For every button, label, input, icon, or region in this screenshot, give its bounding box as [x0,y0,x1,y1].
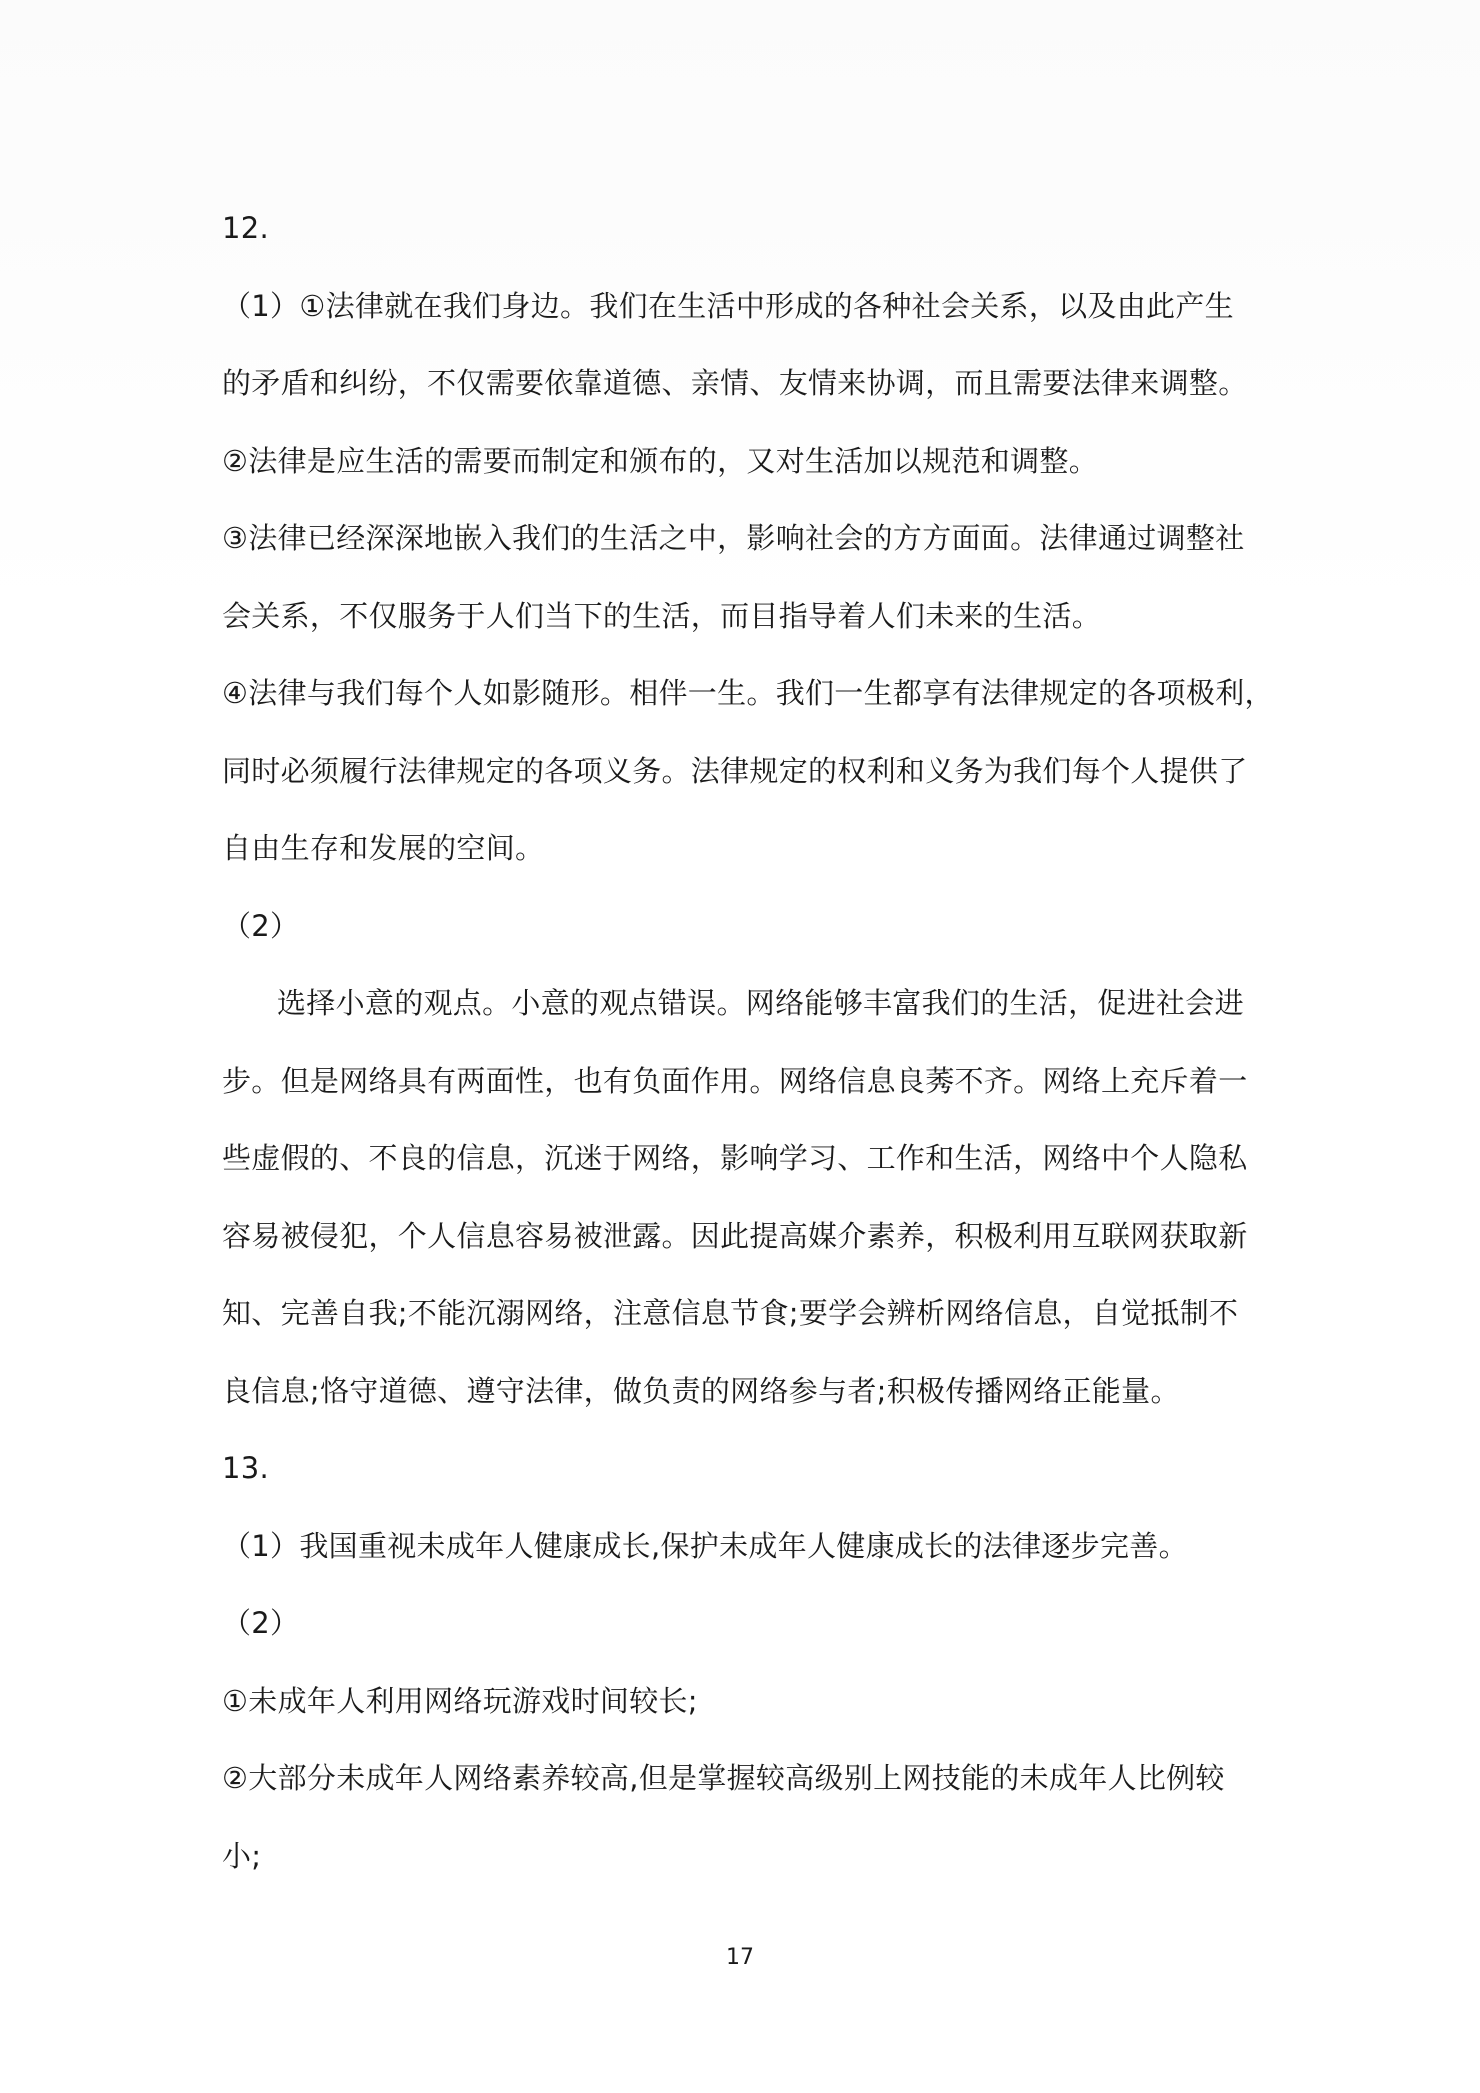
text-line: 同时必须履行法律规定的各项义务。法律规定的权利和义务为我们每个人提供了 [222,753,1248,788]
text-line: 小; [222,1838,262,1873]
text-line: ④法律与我们每个人如影随形。相伴一生。我们一生都享有法律规定的各项极利， [222,676,1274,710]
sub-question-label: （2） [222,908,300,943]
page-number: 17 [726,1945,754,1970]
text-line: 会关系，不仅服务于人们当下的生活，而目指导着人们未来的生活。 [222,598,1102,633]
text-line: （1）我国重视未成年人健康成长,保护未成年人健康成长的法律逐步完善。 [222,1528,1188,1563]
text-line: 的矛盾和纠纷，不仅需要依靠道德、亲情、友情来协调，而且需要法律来调整。 [222,366,1248,400]
text-line: 些虚假的、不良的信息，沉迷于网络，影响学习、工作和生活，网络中个人隐私 [222,1141,1248,1175]
question-number: 13. [222,1451,270,1485]
question-number: 12. [222,211,270,245]
text-line: 步。但是网络具有两面性，也有负面作用。网络信息良莠不齐。网络上充斥着一 [222,1063,1248,1098]
sub-question-label: （2） [222,1606,300,1640]
text-line: ②法律是应生活的需要而制定和颁布的，又对生活加以规范和调整。 [222,443,1098,478]
text-line: 知、完善自我;不能沉溺网络，注意信息节食;要学会辨析网络信息，自觉抵制不 [222,1296,1239,1330]
text-line: ②大部分未成年人网络素养较高,但是掌握较高级别上网技能的未成年人比例较 [222,1761,1225,1795]
text-line: （1）①法律就在我们身边。我们在生活中形成的各种社会关系，以及由此产生 [222,288,1234,323]
text-line: ①未成年人利用网络玩游戏时间较长; [222,1683,698,1718]
text-line: 容易被侵犯，个人信息容易被泄露。因此提高媒介素养，积极利用互联网获取新 [222,1218,1248,1253]
text-line: 良信息;恪守道德、遵守法律，做负责的网络参与者;积极传播网络正能量。 [222,1373,1180,1408]
text-line: 选择小意的观点。小意的观点错误。网络能够丰富我们的生活，促进社会进 [277,986,1244,1020]
text-line: ③法律已经深深地嵌入我们的生活之中，影响社会的方方面面。法律通过调整社 [222,521,1245,555]
text-line: 自由生存和发展的空间。 [222,831,545,865]
document-body [222,190,1274,1895]
